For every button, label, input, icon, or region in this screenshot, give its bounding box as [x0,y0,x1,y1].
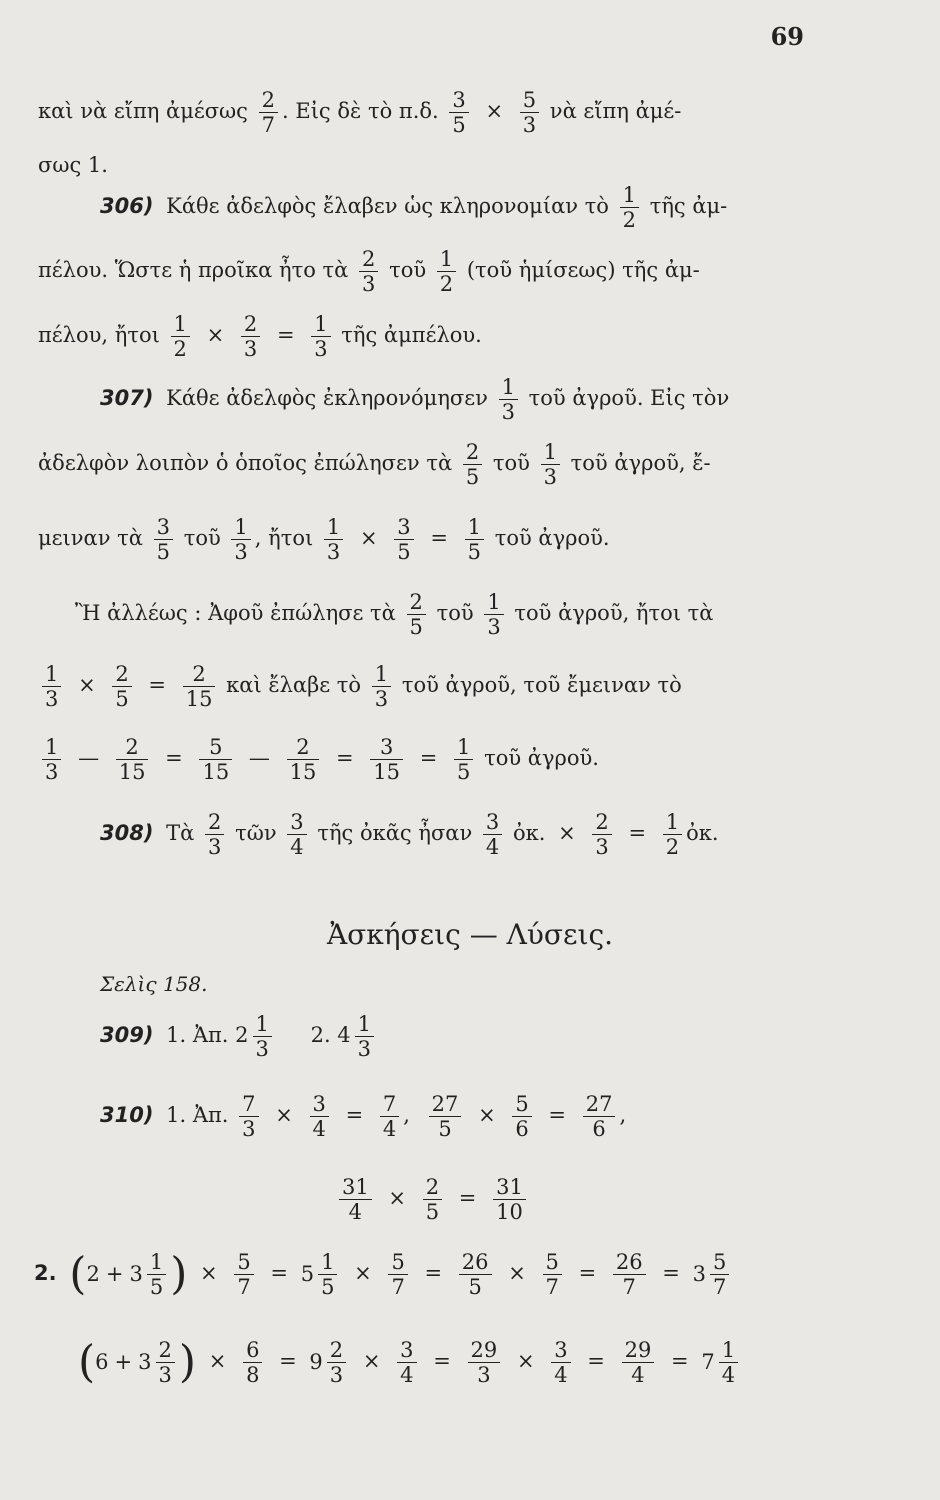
fraction [253,1012,272,1061]
fraction [465,515,484,564]
text: τῶν [235,821,277,846]
text: τοῦ ἀγροῦ. [484,746,599,771]
section-heading: Ἀσκήσεις — Λύσεις. [326,918,614,951]
problem-label: 308) [100,821,154,846]
text: τῆς ὀκᾶς ἦσαν [317,821,473,846]
alternative-line2 [38,662,682,711]
text: τοῦ ἀγροῦ. [494,526,610,551]
text: τῆς ἀμπέλου. [341,323,482,348]
text: 2. 4 [310,1023,351,1048]
numerator: 29 [468,1338,501,1363]
denominator: 7 [261,113,276,138]
text: (τοῦ ἡμίσεως) τῆς ἀμ- [466,258,700,283]
text: τοῦ [492,451,530,476]
numerator: 2 [327,1338,346,1363]
problem-310-2-line1 [34,1250,733,1299]
numerator: 1 [499,375,518,400]
denominator: 3 [501,400,515,425]
problem-310-2-line2 [78,1338,742,1387]
denominator: 3 [314,337,328,362]
denominator: 5 [467,540,482,565]
fraction [339,1175,372,1224]
text: τοῦ ἀγροῦ. Εἰς τὸν [528,386,730,411]
fraction [583,1092,616,1141]
fraction [287,810,306,859]
denominator: 2 [622,208,637,233]
numerator: 26 [459,1250,492,1275]
text: . Εἰς δὲ τὸ π.δ. [282,99,439,124]
fraction [613,1250,646,1299]
left-paren: ( [78,1336,96,1388]
numerator: 3 [310,1092,329,1117]
equals-sign: = [165,746,183,771]
numerator: 5 [234,1250,253,1275]
numerator: 29 [622,1338,655,1363]
text: ὀκ. [686,821,719,846]
numerator: 1 [663,810,682,835]
fraction [243,1338,262,1387]
denominator: 10 [496,1200,523,1225]
numerator: 5 [520,88,539,113]
problem-307-line3 [38,515,610,564]
numerator: 2 [183,662,216,687]
text: Τὰ [166,821,195,846]
denominator: 3 [243,337,258,362]
problem-307-line1 [100,375,729,424]
problem-306-line3 [38,312,482,361]
times-sign: × [208,1349,227,1374]
text: τοῦ ἀγροῦ, τοῦ ἔμειναν τὸ [401,673,682,698]
fraction [710,1250,729,1299]
text: σως 1. [38,153,108,177]
fraction [324,515,343,564]
fraction [205,810,224,859]
times-sign: × [362,1349,381,1374]
whole-number: 6 [95,1350,109,1375]
numerator: 1 [719,1338,738,1363]
equals-sign: = [148,673,167,698]
equals-sign: = [336,746,354,771]
numerator: 5 [388,1250,407,1275]
times-sign: × [78,673,96,698]
right-paren: ) [178,1336,197,1388]
text: καὶ νὰ εἴπη ἀμέσως [38,99,248,124]
text: τοῦ ἀγροῦ, ἔ- [570,451,711,476]
fraction [388,1250,407,1299]
text: ἀδελφὸν λοιπὸν ὁ ὁποῖος ἐπώλησεν τὰ [38,451,453,476]
numerator: 31 [493,1175,526,1200]
denominator: 3 [522,113,537,138]
denominator: 5 [397,540,411,565]
denominator: 15 [373,760,401,785]
numerator: 3 [370,735,403,760]
text: νὰ εἴπη ἀμέ- [549,99,682,124]
comma: , [619,1103,627,1128]
equals-sign: = [548,1103,567,1128]
equals-sign: = [628,821,647,846]
numerator: 2 [156,1338,175,1363]
denominator: 4 [554,1363,568,1388]
denominator: 3 [595,835,609,860]
fraction [355,1012,374,1061]
denominator: 5 [468,1275,482,1300]
times-sign: × [200,1261,218,1286]
fraction [719,1338,738,1387]
problem-306-line1 [100,183,727,232]
fraction [154,515,173,564]
fraction [183,662,216,711]
section-subheading: Σελὶς 158. [100,972,208,996]
denominator: 5 [457,760,471,785]
denominator: 6 [592,1117,606,1142]
text: τοῦ [183,526,221,551]
whole-number: 3 [692,1262,706,1287]
fraction [171,312,190,361]
text: πέλου, ἤτοι [38,323,160,348]
numerator: 1 [324,515,343,540]
times-sign: × [558,821,576,846]
numerator: 26 [613,1250,646,1275]
problem-308-line [100,810,719,859]
denominator: 5 [465,465,480,490]
numerator: 7 [380,1092,399,1117]
fraction [663,810,682,859]
denominator: 5 [409,615,423,640]
fraction [394,515,413,564]
numerator: 1 [171,312,190,337]
fraction [449,88,468,137]
denominator: 7 [391,1275,405,1300]
problem-309-line [100,1012,378,1061]
fraction [241,312,260,361]
equals-sign: = [662,1261,680,1286]
problem-label: 309) [100,1023,154,1048]
fraction [380,1092,399,1141]
denominator: 7 [712,1275,727,1300]
numerator: 3 [397,1338,416,1363]
numerator: 1 [147,1250,166,1275]
numerator: 27 [429,1092,462,1117]
denominator: 15 [185,687,213,712]
numerator: 1 [437,247,456,272]
denominator: 3 [242,1117,256,1142]
fraction [231,515,250,564]
fraction [437,247,456,296]
comma: , [403,1103,410,1128]
numerator: 1 [311,312,330,337]
denominator: 3 [487,615,501,640]
fraction [463,440,482,489]
denominator: 7 [622,1275,636,1300]
alternative-line1 [75,590,713,639]
denominator: 3 [329,1363,344,1388]
fraction [622,1338,655,1387]
denominator: 4 [382,1117,397,1142]
fraction [359,247,378,296]
fraction [423,1175,442,1224]
times-sign: × [206,323,225,348]
denominator: 15 [289,760,317,785]
numerator: 1 [355,1012,374,1037]
numerator: 2 [205,810,224,835]
fraction [287,735,320,784]
denominator: 4 [348,1200,363,1225]
numerator: 1 [484,590,503,615]
denominator: 3 [374,687,389,712]
equals-sign: = [578,1261,597,1286]
right-paren: ) [170,1248,188,1300]
text: μειναν τὰ [38,526,143,551]
numerator: 5 [710,1250,729,1275]
text: Κάθε ἀδελφὸς ἐκληρονόμησεν [166,386,488,411]
numerator: 1 [318,1250,337,1275]
fraction [493,1175,526,1224]
times-sign: × [478,1103,496,1128]
denominator: 4 [400,1363,414,1388]
text: καὶ ἔλαβε τὸ [226,673,362,698]
fraction [592,810,611,859]
denominator: 3 [45,760,59,785]
denominator: 3 [543,465,557,490]
fraction [239,1092,258,1141]
problem-306-line2 [38,247,700,296]
numerator: 3 [483,810,502,835]
whole-number: 9 [309,1350,323,1375]
fraction [483,810,502,859]
denominator: 5 [115,687,129,712]
fraction [42,662,61,711]
text: 1. Ἀπ. 2 [166,1023,249,1048]
problem-307-line2 [38,440,711,489]
equals-sign: = [430,526,448,551]
fraction [234,1250,253,1299]
fraction [259,88,278,137]
denominator: 3 [362,272,376,297]
text: , ἤτοι [254,526,314,551]
fraction [543,1250,562,1299]
numerator: 2 [592,810,611,835]
equals-sign: = [270,1261,289,1286]
numerator: 31 [339,1175,372,1200]
denominator: 2 [173,337,187,362]
numerator: 1 [231,515,250,540]
numerator: 2 [241,312,260,337]
denominator: 3 [326,540,341,565]
item-label: 2. [34,1261,57,1286]
numerator: 1 [42,735,61,760]
fraction [484,590,503,639]
fraction [372,662,391,711]
fraction [199,735,232,784]
fraction [311,312,330,361]
numerator: 2 [407,590,426,615]
equals-sign: = [424,1261,443,1286]
problem-310-line1 [100,1092,626,1141]
fraction [310,1092,329,1141]
times-sign: × [508,1261,526,1286]
numerator: 1 [454,735,473,760]
equals-sign: = [671,1349,689,1374]
minus-sign: — [248,746,270,771]
fraction [370,735,403,784]
numerator: 3 [154,515,173,540]
fraction [147,1250,166,1299]
numerator: 2 [423,1175,442,1200]
denominator: 5 [156,540,171,565]
plus-sign: + [114,1350,133,1375]
equals-sign: = [419,746,438,771]
problem-310-line2 [335,1175,530,1224]
denominator: 4 [631,1363,645,1388]
times-sign: × [354,1261,372,1286]
denominator: 3 [357,1037,372,1062]
text: τῆς ἀμ- [649,194,728,219]
equals-sign: = [587,1349,605,1374]
fraction [327,1338,346,1387]
numerator: 7 [239,1092,258,1117]
times-sign: × [359,526,378,551]
fraction [520,88,539,137]
denominator: 3 [45,687,59,712]
numerator: 2 [116,735,149,760]
numerator: 27 [583,1092,616,1117]
fraction [318,1250,337,1299]
fraction [116,735,149,784]
equals-sign: = [433,1349,451,1374]
whole-number: 2 [86,1262,100,1287]
times-sign: × [275,1103,293,1128]
denominator: 15 [202,760,230,785]
numerator: 3 [449,88,468,113]
denominator: 5 [321,1275,335,1300]
whole-number: 3 [129,1262,143,1287]
equals-sign: = [276,323,295,348]
problem-label: 307) [100,386,154,411]
numerator: 2 [359,247,378,272]
text: Ἢ ἀλλέως : Ἀφοῦ ἐπώλησε τὰ [75,601,396,626]
fraction [499,375,518,424]
whole-number: 5 [300,1262,315,1287]
equals-sign: = [458,1186,477,1211]
left-paren: ( [69,1248,87,1300]
fraction [429,1092,462,1141]
numerator: 5 [199,735,232,760]
minus-sign: — [78,746,100,771]
denominator: 4 [485,835,500,860]
numerator: 1 [372,662,391,687]
fraction [459,1250,492,1299]
alternative-line3 [38,735,599,784]
equals-sign: = [345,1103,364,1128]
text-line [38,155,108,176]
numerator: 2 [259,88,278,113]
fraction [42,735,61,784]
times-sign: × [485,99,504,124]
numerator: 3 [551,1338,570,1363]
denominator: 8 [246,1363,260,1388]
page-number: 69 [770,22,804,51]
text: ὀκ. [512,821,546,846]
fraction [468,1338,501,1387]
whole-number: 7 [701,1350,715,1375]
denominator: 5 [452,113,466,138]
equals-sign: = [279,1349,297,1374]
problem-label: 306) [100,194,154,219]
numerator: 2 [112,662,131,687]
times-sign: × [516,1349,535,1374]
whole-number: 3 [138,1350,152,1375]
denominator: 3 [158,1363,172,1388]
numerator: 1 [620,183,639,208]
fraction [397,1338,416,1387]
fraction [156,1338,175,1387]
denominator: 3 [208,835,222,860]
fraction [541,440,560,489]
fraction [112,662,131,711]
denominator: 7 [237,1275,251,1300]
text: πέλου. Ὥστε ἡ προῖκα ἦτο τὰ [38,258,349,283]
denominator: 3 [255,1037,269,1062]
text: 1. Ἀπ. [166,1103,229,1128]
times-sign: × [388,1186,407,1211]
fraction [551,1338,570,1387]
numerator: 1 [465,515,484,540]
numerator: 1 [541,440,560,465]
numerator: 2 [287,735,320,760]
denominator: 6 [515,1117,529,1142]
denominator: 2 [665,835,680,860]
text: τοῦ ἀγροῦ, ἤτοι τὰ [514,601,714,626]
text-line [38,88,681,137]
numerator: 1 [253,1012,272,1037]
numerator: 5 [512,1092,531,1117]
numerator: 3 [394,515,413,540]
denominator: 4 [312,1117,326,1142]
numerator: 5 [543,1250,562,1275]
fraction [454,735,473,784]
numerator: 3 [287,810,306,835]
denominator: 3 [234,540,248,565]
denominator: 4 [721,1363,736,1388]
text: τοῦ [389,258,427,283]
numerator: 6 [243,1338,262,1363]
numerator: 2 [463,440,482,465]
problem-label: 310) [100,1103,154,1128]
text: Κάθε ἀδελφὸς ἔλαβεν ὡς κληρονομίαν τὸ [166,194,609,219]
denominator: 15 [118,760,146,785]
denominator: 2 [439,272,454,297]
denominator: 4 [290,835,304,860]
fraction [512,1092,531,1141]
denominator: 5 [149,1275,164,1300]
numerator: 1 [42,662,61,687]
denominator: 5 [438,1117,452,1142]
fraction [620,183,639,232]
plus-sign: + [105,1262,124,1287]
denominator: 7 [545,1275,559,1300]
denominator: 3 [477,1363,491,1388]
denominator: 5 [425,1200,440,1225]
text: τοῦ [436,601,474,626]
fraction [407,590,426,639]
